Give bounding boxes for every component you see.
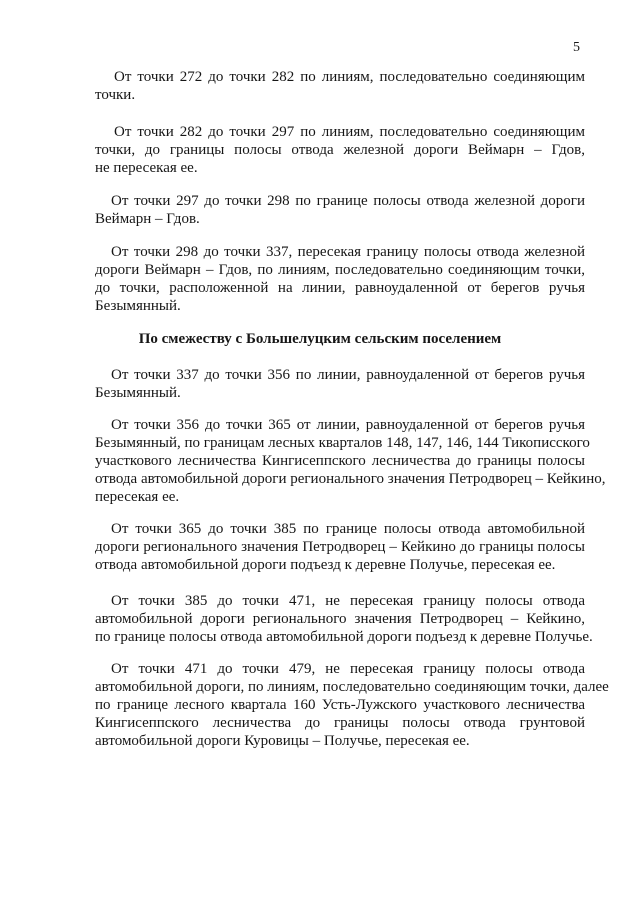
paragraph-line: точки.	[95, 87, 136, 103]
paragraph	[95, 192, 585, 228]
paragraph-line: От точки 272 до точки 282 по линиям, последовательно соединяющим	[114, 69, 585, 85]
section-heading: По смежеству с Большелуцким сельским поселением	[138, 331, 502, 347]
paragraph-line: От точки 365 до точки 385 по границе полосы отвода автомобильной	[111, 521, 585, 537]
paragraph-line: по границе полосы отвода автомобильной дороги подъезд к деревне Получье.	[95, 629, 593, 645]
paragraph-line: автомобильной дороги Куровицы – Получье, пересекая ее.	[95, 733, 470, 749]
paragraph-line: отвода автомобильной дороги подъезд к деревне Получье, пересекая ее.	[95, 557, 556, 573]
paragraph-line: не пересекая ее.	[95, 160, 198, 176]
paragraph-line: От точки 282 до точки 297 по линиям, последовательно соединяющим	[114, 124, 585, 140]
paragraph-line: От точки 471 до точки 479, не пересекая границу полосы отвода	[111, 661, 585, 677]
paragraph	[95, 68, 585, 104]
paragraph-line: От точки 337 до точки 356 по линии, равноудаленной от берегов ручья	[111, 367, 585, 383]
paragraph-line: Веймарн – Гдов.	[95, 211, 200, 227]
paragraph-line: От точки 297 до точки 298 по границе полосы отвода железной дороги	[111, 193, 585, 209]
paragraph-line: участкового лесничества Кингисеппского лесничества до границы полосы	[95, 453, 585, 469]
paragraph-line: автомобильной дороги регионального значения Петродворец – Кейкино,	[95, 611, 585, 627]
paragraph-line: От точки 385 до точки 471, не пересекая границу полосы отвода	[111, 593, 585, 609]
paragraph-line: отвода автомобильной дороги регионального значения Петродворец – Кейкино,	[95, 471, 606, 487]
paragraph-line: Безымянный.	[95, 298, 181, 314]
paragraph-line: дороги регионального значения Петродворец – Кейкино до границы полосы	[95, 539, 585, 555]
paragraph	[95, 520, 585, 574]
paragraph-line: Безымянный.	[95, 385, 181, 401]
paragraph-line: до точки, расположенной на линии, равноудаленной от берегов ручья	[95, 280, 585, 296]
paragraph	[95, 123, 585, 177]
page-number: 5	[573, 40, 580, 55]
paragraph-line: по границе лесного квартала 160 Усть-Лужского участкового лесничества	[95, 697, 585, 713]
paragraph	[95, 366, 585, 402]
paragraph	[95, 243, 585, 315]
paragraph-line: автомобильной дороги, по линиям, последовательно соединяющим точки, далее	[95, 679, 609, 695]
paragraph	[95, 592, 593, 646]
paragraph-line: пересекая ее.	[95, 489, 180, 505]
paragraph-line: точки, до границы полосы отвода железной дороги Веймарн – Гдов,	[95, 142, 585, 158]
paragraph-line: Кингисеппского лесничества до границы полосы отвода грунтовой	[95, 715, 585, 731]
paragraph-line: дороги Веймарн – Гдов, по линиям, последовательно соединяющим точки,	[95, 262, 585, 278]
paragraph-line: Безымянный, по границам лесных кварталов 148, 147, 146, 144 Тикописского	[95, 435, 590, 451]
paragraph-line: От точки 298 до точки 337, пересекая границу полосы отвода железной	[111, 244, 585, 260]
paragraph	[95, 416, 606, 506]
paragraph-line: От точки 356 до точки 365 от линии, равноудаленной от берегов ручья	[111, 417, 585, 433]
paragraph	[95, 660, 609, 750]
